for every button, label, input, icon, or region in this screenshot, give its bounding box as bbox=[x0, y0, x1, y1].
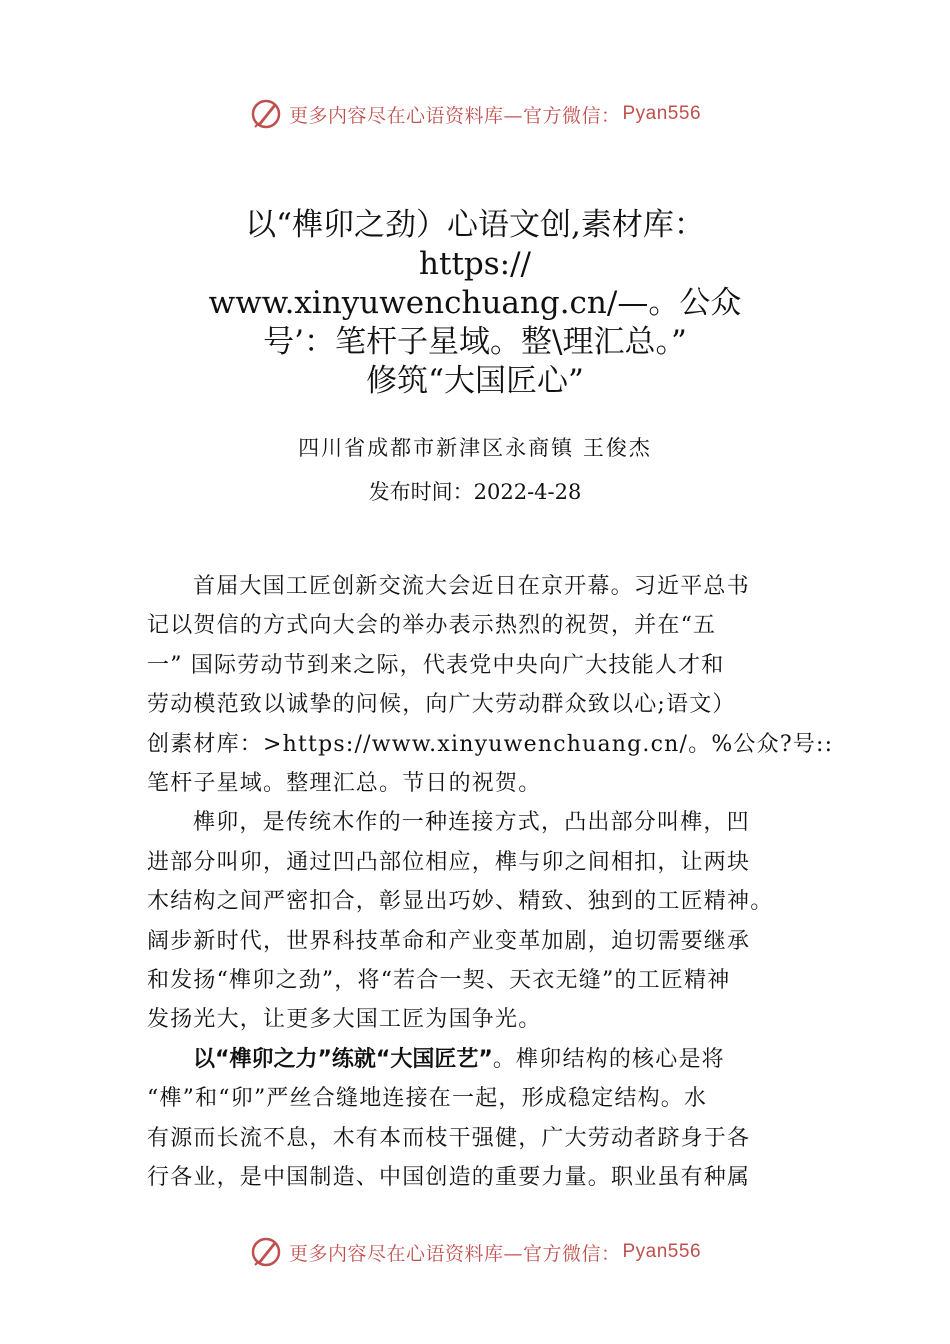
body-line: 一” 国际劳动节到来之际，代表党中央向广大技能人才和 bbox=[147, 652, 725, 678]
header-banner bbox=[0, 94, 950, 134]
title-line-5: 修筑“大国匠心” bbox=[366, 363, 584, 399]
publish-date-value: 2022-4-28 bbox=[473, 480, 582, 504]
body-line: 有源而长流不息，木有本而枝干强健，广大劳动者跻身于各 bbox=[147, 1125, 751, 1151]
footer-banner bbox=[0, 1232, 950, 1272]
body-line: 和发扬“榫卯之劲”，将“若合一契、天衣无缝”的工匠精神 bbox=[147, 968, 731, 994]
body-line: 榫卯，是传统木作的一种连接方式，凸出部分叫榫，凹 bbox=[193, 810, 750, 836]
title-line-4: 号’：笔杆子星域。整\理汇总。” bbox=[263, 324, 687, 360]
page-title bbox=[120, 206, 830, 401]
body-line: 劳动模范致以诚挚的问候，向广大劳动群众致以心;语文） bbox=[147, 692, 736, 718]
body-line: 笔杆子星域。整理汇总。节日的祝贺。 bbox=[147, 771, 542, 797]
body-line: 行各业，是中国制造、中国创造的重要力量。职业虽有种属 bbox=[147, 1165, 751, 1191]
footer-banner-text: 更多内容尽在心语资料库—官方微信： bbox=[288, 1242, 621, 1265]
article-body bbox=[147, 567, 834, 1198]
author-line: 四川省成都市新津区永商镇 王俊杰 bbox=[298, 436, 652, 460]
publish-date-label: 发布时间： bbox=[368, 480, 474, 504]
header-wechat-id: Pyan556 bbox=[622, 103, 702, 124]
title-line-1: 以“榫卯之劲）心语文创,素材库： bbox=[245, 207, 705, 243]
body-line-rest: 。榫卯结构的核心是将 bbox=[492, 1046, 725, 1072]
body-line: “榫”和“卯”严丝合缝地连接在一起，形成稳定结构。水 bbox=[147, 1086, 708, 1112]
body-line: 记以贺信的方式向大会的举办表示热烈的祝贺，并在“五 bbox=[147, 613, 717, 639]
header-banner-text: 更多内容尽在心语资料库—官方微信： bbox=[288, 104, 621, 127]
publish-date bbox=[0, 476, 950, 506]
body-line: 木结构之间严密扣合，彰显出巧妙、精致、独到的工匠精神。 bbox=[147, 889, 774, 915]
body-line: 发扬光大，让更多大国工匠为国争光。 bbox=[147, 1007, 542, 1033]
body-line: 创素材库：>https://www.xinyuwenchuang.cn/。%公众?号:: bbox=[147, 731, 834, 757]
quill-logo-icon bbox=[249, 1235, 283, 1269]
footer-wechat-id: Pyan556 bbox=[622, 1241, 702, 1262]
body-line: 进部分叫卯，通过凹凸部位相应，榫与卯之间相扣，让两块 bbox=[147, 849, 751, 875]
title-line-2: https:// bbox=[419, 246, 531, 282]
body-line-with-bold-lead bbox=[147, 1040, 812, 1079]
body-line: 阔步新时代，世界科技革命和产业变革加剧，迫切需要继承 bbox=[147, 928, 751, 954]
quill-logo-icon bbox=[249, 97, 283, 131]
body-line: 首届大国工匠创新交流大会近日在京开幕。习近平总书 bbox=[193, 574, 750, 599]
section-bold-lead: 以“榫卯之力”练就“大国匠艺” bbox=[193, 1046, 493, 1072]
title-line-3: www.xinyuwenchuang.cn/—。公众 bbox=[208, 285, 742, 321]
